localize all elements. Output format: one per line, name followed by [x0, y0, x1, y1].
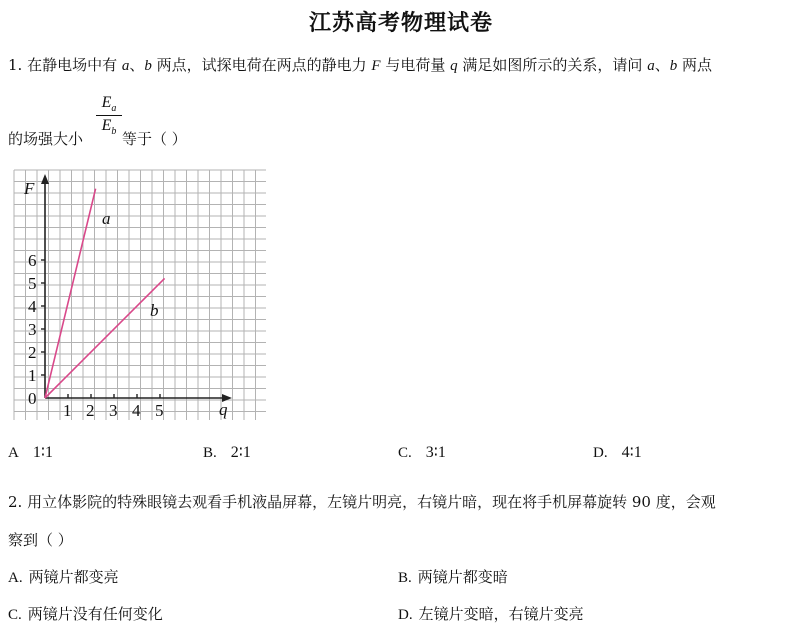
option-text: 两镜片没有任何变化 [27, 605, 163, 623]
q1-stem-line1 [8, 54, 712, 75]
y-tick-label: 2 [28, 343, 37, 362]
var-b: b [144, 58, 152, 74]
graph-series [45, 189, 165, 398]
q1-text-5: 两点 [677, 56, 712, 74]
q2-option-a[interactable] [8, 566, 119, 587]
q1-option-a[interactable] [8, 442, 53, 462]
var-a: a [121, 58, 130, 74]
page-title: 江苏高考物理试卷 [308, 10, 493, 36]
q1-stem-line2-post: 等于（ ） [122, 130, 187, 148]
series-label-b: b [150, 301, 159, 320]
option-value: 4∶1 [621, 444, 642, 461]
option-letter: C. [8, 607, 22, 623]
q1-option-d[interactable] [593, 442, 642, 462]
option-text: 两镜片都变亮 [28, 568, 119, 586]
y-axis-label: F [24, 179, 35, 198]
q1-text-3: 与电荷量 [380, 56, 451, 74]
origin-label: 0 [28, 389, 37, 408]
q1-option-c[interactable] [398, 442, 446, 462]
q2-stem-line1: 2. 用立体影院的特殊眼镜去观看手机液晶屏幕，左镜片明亮，右镜片暗，现在将手机屏幕旋转 90 度，会观 [8, 493, 716, 511]
y-tick-label: 1 [28, 366, 37, 385]
q1-text-1: 1. 在静电场中有 [8, 56, 122, 74]
option-letter: A [8, 445, 19, 461]
q2-option-c[interactable] [8, 603, 163, 624]
series-line-a [45, 189, 96, 398]
x-tick-label: 5 [155, 401, 164, 420]
option-letter: D. [593, 445, 608, 461]
option-text: 左镜片变暗，右镜片变亮 [418, 605, 584, 623]
fraction-denominator: $E_b$ [101, 117, 117, 138]
q1-sep-2: 、 [654, 56, 670, 74]
option-text: 两镜片都变暗 [417, 568, 508, 586]
force-charge-graph [10, 168, 270, 422]
option-value: 1∶1 [32, 444, 54, 461]
option-value: 3∶1 [425, 444, 446, 461]
option-letter: C. [398, 445, 412, 461]
q2-stem-line2: 察到（ ） [8, 531, 73, 549]
var-f: F [371, 58, 381, 74]
series-label-a: a [102, 209, 111, 228]
var-b: b [669, 58, 678, 74]
x-tick-label: 2 [86, 401, 95, 420]
y-tick-label: 5 [28, 274, 37, 293]
q1-option-b[interactable] [203, 442, 251, 462]
q2-option-d[interactable] [398, 603, 584, 624]
x-tick-label: 1 [63, 401, 72, 420]
y-tick-label: 6 [28, 251, 37, 270]
fraction-numerator: $E_a$ [96, 94, 122, 116]
q2-option-b[interactable] [398, 566, 508, 587]
graph-grid [14, 170, 266, 420]
q1-sep-1: 、 [129, 56, 145, 74]
x-tick-label: 4 [132, 401, 141, 420]
var-q: q [450, 58, 458, 74]
option-letter: D. [398, 607, 413, 623]
option-letter: B. [398, 570, 412, 586]
var-a: a [647, 58, 655, 74]
option-letter: B. [203, 445, 217, 461]
x-tick-label: 3 [109, 401, 118, 420]
y-tick-label: 4 [28, 297, 37, 316]
q1-text-4: 满足如图所示的关系，请问 [457, 56, 648, 74]
option-value: 2∶1 [230, 444, 251, 461]
y-axis-arrow-icon [41, 174, 49, 184]
x-axis-label: q [219, 400, 228, 419]
option-letter: A. [8, 570, 23, 586]
y-tick-label: 3 [28, 320, 37, 339]
field-ratio-fraction [96, 94, 122, 137]
q1-text-2: 两点，试探电荷在两点的静电力 [151, 56, 372, 74]
q1-stem-line2-pre: 的场强大小 [8, 130, 84, 148]
